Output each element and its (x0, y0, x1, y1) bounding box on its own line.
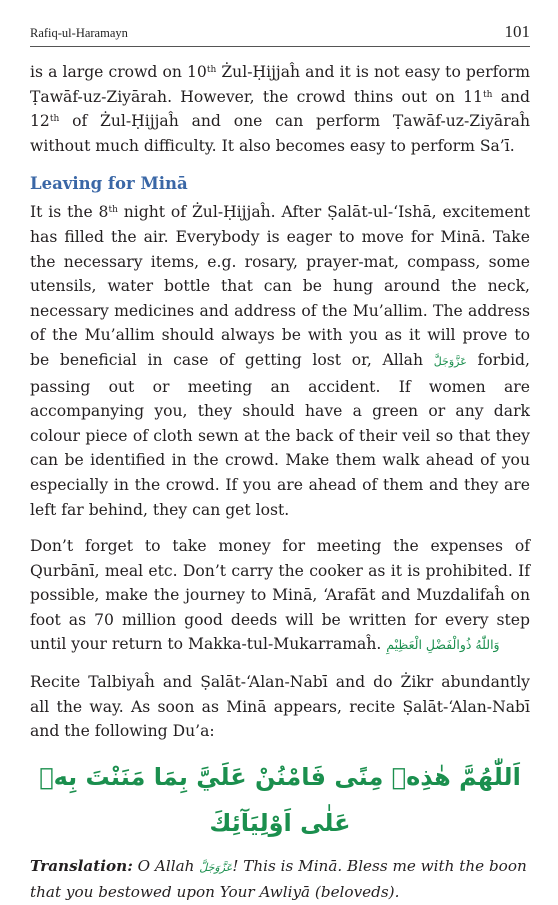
text-run: is a large crowd on 10 (30, 63, 207, 81)
page-number: 101 (504, 22, 530, 41)
arabic-phrase: وَاللّٰهُ ذُوالْفَضْلِ الْعَظِيْمِ (386, 637, 500, 653)
paragraph-crowd (30, 60, 530, 158)
translation-paragraph (30, 854, 530, 905)
ordinal-suffix: th (206, 65, 217, 75)
text-run: Żul-Ḥijjaĥ and it is not easy to perform Ṭawāf-uz-Ziyārah. However, the crowd thins out on 11 (30, 63, 530, 106)
text-run: Don’t forget to take money for meeting the expenses of Qurbānī, meal etc. Don’t carry the cooker as it is prohibited. If possible, make the journey to Minā, ‘Arafāt and Muzdalifaĥ on foot as 70 million good deeds will be written for every step until your return to Makka-tul-Mukarramaĥ. (30, 537, 530, 654)
text-run: forbid, passing out or meeting an accident. If women are accompanying you, they should have a green or any dark colour piece of cloth sewn at the back of their veil so that they can be identified in the crowd. Make them walk ahead of you especially in the crowd. If you are ahead of them and they are left far behind, they can get lost. (30, 350, 530, 519)
text-run: It is the 8 (30, 203, 109, 222)
header-rule (30, 46, 530, 47)
text-run: Recite Talbiyaĥ and Ṣalāt-‘Alan-Nabī and do Żikr abundantly all the way. As soon as Minā appears, recite Ṣalāt-‘Alan-Nabī and the following Du’a: (30, 673, 530, 741)
ordinal-suffix: th (108, 205, 118, 216)
paragraph-leaving (30, 200, 530, 522)
paragraph-recite (30, 670, 530, 744)
page-body (30, 60, 530, 905)
text-run: O Allah (132, 856, 200, 875)
arabic-honorific: عَزَّوَجَلَّ (199, 860, 233, 874)
running-header (30, 22, 530, 42)
book-title: Rafiq-ul-Haramayn (30, 26, 128, 40)
text-run: ! This is Minā. Bless me with the boon that you bestowed upon Your Awliyā (beloveds). (30, 856, 527, 901)
arabic-honorific: عَزَّوَجَلَّ (433, 354, 467, 368)
paragraph-expenses (30, 534, 530, 658)
text-run: night of Żul-Ḥijjaĥ. After Ṣalāt-ul-‘Ishā, excitement has filled the air. Everybody is eager to move for Minā. Take the necessary items, e.g. rosary, prayer-mat, compass, some utensils, water bottle that can be hung around the neck, necessary medicines and address of the Mu’allim. The address of the Mu’allim should always be with you as it will prove to be beneficial in case of getting lost or, Allah (30, 203, 531, 369)
ordinal-suffix: th (482, 89, 493, 100)
translation-label: Translation: (30, 856, 133, 875)
ordinal-suffix: th (49, 114, 60, 125)
arabic-dua: اَللّٰهُمَّ هٰذِهٖ مِنًى فَامْنُنْ عَلَيَّ بِمَا مَنَنْتَ بِهٖ عَلٰى اَوْلِيَآئِكَ (39, 762, 521, 837)
text-run: of Żul-Ḥijjaĥ and one can perform Ṭawāf-uz-Ziyāraĥ without much difficulty. It also becomes easy to perform Sa’ī. (30, 112, 530, 155)
text-run: and 12 (30, 87, 530, 131)
section-heading: Leaving for Minā (30, 174, 188, 194)
